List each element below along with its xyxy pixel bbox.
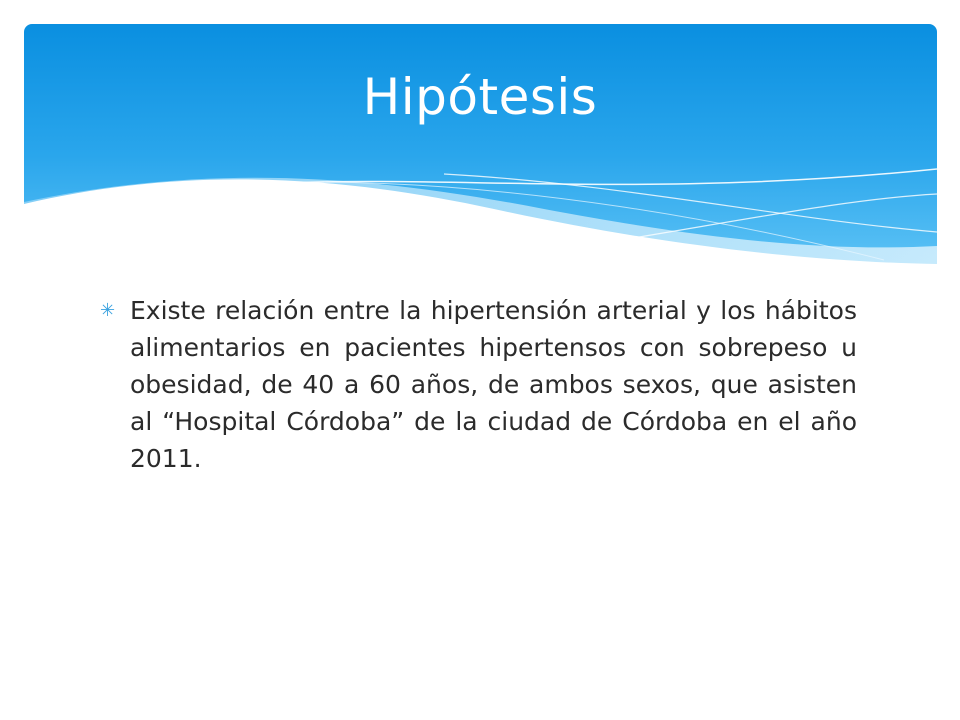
bullet-text: Existe relación entre la hipertensión arterial y los hábitos alimentarios en pacientes hipertensos con sobrepeso u obesidad, de 40 a 60 años, de ambos sexos, que asisten al “Hospital Córdoba” de la ciudad de Córdoba en el año 2011. (130, 296, 857, 473)
bullet-item (100, 292, 857, 477)
header-banner (24, 24, 937, 264)
asterisk-bullet-icon: ✳ (100, 300, 116, 321)
wave-decoration (24, 24, 937, 264)
bullet-list (100, 292, 857, 477)
slide-title: Hipótesis (362, 68, 598, 126)
